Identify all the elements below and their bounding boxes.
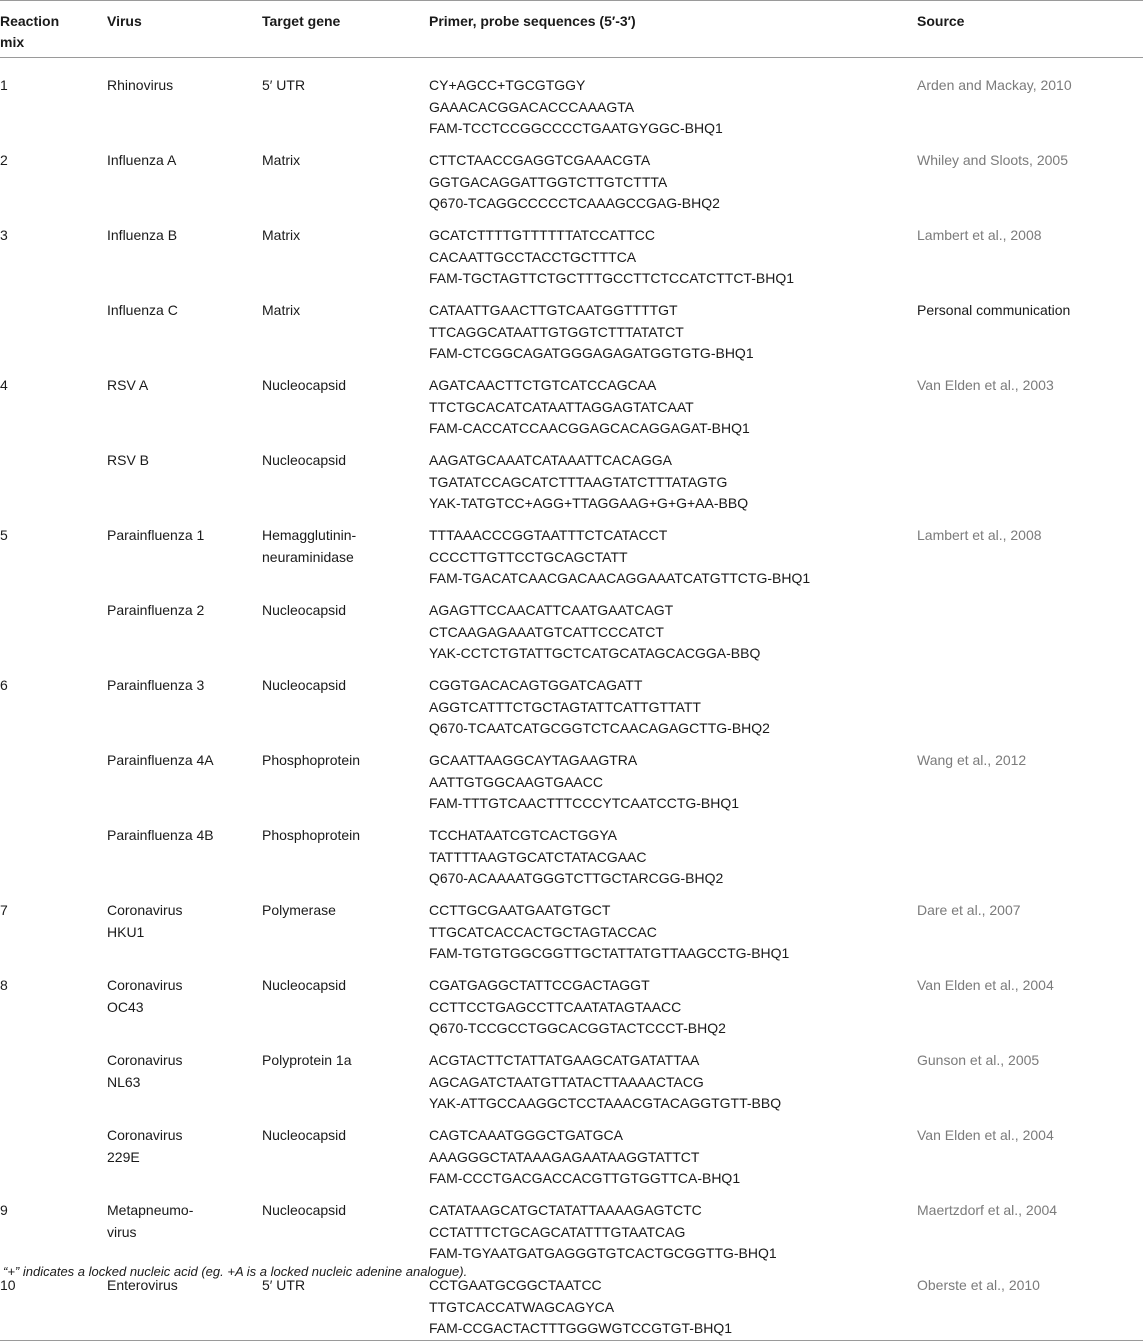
cell-source: [917, 669, 1143, 744]
table-row: [0, 1269, 1143, 1340]
sequence-line: AGCAGATCTAATGTTATACTTAAAACTACG: [429, 1073, 704, 1090]
citation-link[interactable]: Gunson et al., 2005: [917, 1052, 1040, 1068]
cell-source: [917, 444, 1143, 519]
sequence-line: FAM-TGYAATGATGAGGGTGTCACTGCGGTTG-BHQ1: [429, 1245, 777, 1261]
table-row: [0, 219, 1143, 294]
cell-reaction-mix: [0, 1044, 107, 1119]
cell-target-gene: Nucleocapsid: [262, 452, 347, 468]
cell-sequences: [429, 58, 917, 145]
table-row: [0, 744, 1143, 819]
sequence-line: Q670-ACAAAATGGGTCTTGCTARCGG-BHQ2: [429, 870, 724, 886]
table-row: [0, 594, 1143, 669]
header-virus: Virus: [107, 1, 262, 58]
cell-virus: Parainfluenza 4B: [107, 827, 214, 843]
cell-target-gene: 5′ UTR: [262, 1269, 429, 1340]
sequence-line: TTTAAACCCGGTAATTTCTCATACCT: [429, 527, 668, 543]
cell-virus: Enterovirus: [107, 1269, 262, 1340]
cell-sequences: [429, 819, 917, 894]
cell-virus: Coronavirus NL63: [107, 1052, 183, 1090]
sequence-line: Q670-TCAGGCCCCCTCAAAGCCGAG-BHQ2: [429, 195, 720, 211]
table-row: [0, 144, 1143, 219]
header-row: [0, 1, 1143, 58]
cell-reaction-mix: 3: [0, 227, 8, 243]
table-row: [0, 294, 1143, 369]
cell-reaction-mix: 10: [0, 1269, 107, 1340]
citation-link[interactable]: Arden and Mackay, 2010: [917, 77, 1072, 93]
cell-virus: Coronavirus HKU1: [107, 902, 183, 940]
cell-reaction-mix: [0, 744, 107, 819]
cell-reaction-mix: 6: [0, 677, 8, 693]
citation-link[interactable]: Dare et al., 2007: [917, 902, 1021, 918]
cell-source: [917, 58, 1143, 145]
cell-sequences: [429, 1044, 917, 1119]
sequence-line: FAM-TCCTCCGGCCCCTGAATGYGGC-BHQ1: [429, 120, 723, 136]
cell-reaction-mix: 2: [0, 152, 8, 168]
sequence-line: TGATATCCAGCATCTTTAAGTATCTTTATAGTG: [429, 473, 728, 490]
cell-virus: RSV B: [107, 452, 150, 468]
sequence-line: ACGTACTTCTATTATGAAGCATGATATTAA: [429, 1052, 700, 1068]
cell-virus: Metapneumo- virus: [107, 1202, 194, 1240]
cell-target-gene: Polyprotein 1a: [262, 1052, 352, 1068]
cell-virus: Coronavirus OC43: [107, 977, 183, 1015]
cell-virus: Influenza B: [107, 227, 178, 243]
sequence-line: CTTCTAACCGAGGTCGAAACGTA: [429, 152, 651, 168]
cell-virus: Parainfluenza 4A: [107, 752, 214, 768]
cell-sequences: [429, 369, 917, 444]
citation-link[interactable]: Whiley and Sloots, 2005: [917, 152, 1068, 168]
sequence-line: GCAATTAAGGCAYTAGAAGTRA: [429, 752, 638, 768]
sequence-line: CCTTCCTGAGCCTTCAATATAGTAACC: [429, 998, 682, 1015]
cell-sequences: [429, 894, 917, 969]
source-text: Personal communication: [917, 302, 1071, 318]
sequence-line: FAM-CCCTGACGACCACGTTGTGGTTCA-BHQ1: [429, 1170, 741, 1186]
cell-virus: Influenza A: [107, 152, 177, 168]
citation-link[interactable]: Lambert et al., 2008: [917, 227, 1042, 243]
table-row: [0, 969, 1143, 1044]
cell-reaction-mix: [0, 444, 107, 519]
cell-target-gene: Matrix: [262, 227, 301, 243]
sequence-line: CGATGAGGCTATTCCGACTAGGT: [429, 977, 650, 993]
cell-virus: Influenza C: [107, 302, 178, 318]
cell-source: [917, 219, 1143, 294]
sequence-line: AAAGGGCTATAAAGAGAATAAGGTATTCT: [429, 1148, 700, 1165]
sequence-line: CCTTGCGAATGAATGTGCT: [429, 902, 611, 918]
cell-virus: RSV A: [107, 377, 149, 393]
sequence-line: CACAATTGCCTACCTGCTTTCA: [429, 248, 637, 265]
cell-target-gene: Nucleocapsid: [262, 377, 347, 393]
cell-target-gene: 5′ UTR: [262, 77, 306, 93]
table-row: [0, 1119, 1143, 1194]
cell-reaction-mix: [0, 819, 107, 894]
cell-target-gene: Hemagglutinin- neuraminidase: [262, 527, 357, 565]
cell-virus: Parainfluenza 3: [107, 677, 205, 693]
citation-link[interactable]: Wang et al., 2012: [917, 752, 1027, 768]
sequence-line: TTGCATCACCACTGCTAGTACCAC: [429, 923, 657, 940]
cell-reaction-mix: [0, 594, 107, 669]
cell-virus: Parainfluenza 2: [107, 602, 205, 618]
cell-sequences: [429, 1269, 917, 1340]
sequence-line: FAM-CTCGGCAGATGGGAGAGATGGTGTG-BHQ1: [429, 345, 754, 361]
citation-link[interactable]: Van Elden et al., 2004: [917, 1127, 1054, 1143]
sequence-line: FAM-TGCTAGTTCTGCTTTGCCTTCTCCATCTTCT-BHQ1: [429, 270, 794, 286]
cell-target-gene: Nucleocapsid: [262, 1202, 347, 1218]
header-reaction-mix: Reaction mix: [0, 1, 107, 58]
cell-reaction-mix: [0, 294, 107, 369]
sequence-line: TTGTCACCATWAGCAGYCA: [429, 1298, 615, 1315]
citation-link[interactable]: Maertzdorf et al., 2004: [917, 1202, 1058, 1218]
cell-reaction-mix: 5: [0, 527, 8, 543]
sequence-line: Q670-TCCGCCTGGCACGGTACTCCCT-BHQ2: [429, 1020, 726, 1036]
sequence-line: TTCAGGCATAATTGTGGTCTTTATATCT: [429, 323, 684, 340]
table-row: [0, 1044, 1143, 1119]
sequence-line: FAM-TGTGTGGCGGTTGCTATTATGTTAAGCCTG-BHQ1: [429, 945, 790, 961]
sequence-line: YAK-CCTCTGTATTGCTCATGCATAGCACGGA-BBQ: [429, 645, 761, 661]
cell-source: [917, 1044, 1143, 1119]
cell-reaction-mix: 8: [0, 977, 8, 993]
cell-sequences: [429, 1194, 917, 1269]
sequence-line: GAAACACGGACACCCAAAGTA: [429, 98, 635, 115]
cell-reaction-mix: 1: [0, 77, 8, 93]
cell-sequences: [429, 519, 917, 594]
sequence-line: CCTGAATGCGGCTAATCC: [429, 1277, 602, 1293]
cell-reaction-mix: 7: [0, 902, 8, 918]
table-row: [0, 894, 1143, 969]
cell-sequences: [429, 969, 917, 1044]
cell-source: [917, 1119, 1143, 1194]
cell-virus: Parainfluenza 1: [107, 527, 205, 543]
sequence-line: AAGATGCAAATCATAAATTCACAGGA: [429, 452, 672, 468]
sequence-line: CATAATTGAACTTGTCAATGGTTTTGT: [429, 302, 678, 318]
cell-source: [917, 1269, 1143, 1340]
sequence-line: CCTATTTCTGCAGCATATTTGTAATCAG: [429, 1223, 686, 1240]
sequence-line: CCCCTTGTTCCTGCAGCTATT: [429, 548, 628, 565]
cell-target-gene: Nucleocapsid: [262, 1127, 347, 1143]
citation-link[interactable]: Van Elden et al., 2004: [917, 977, 1054, 993]
table-body: [0, 58, 1143, 1341]
sequence-line: CGGTGACACAGTGGATCAGATT: [429, 677, 643, 693]
cell-sequences: [429, 294, 917, 369]
sequence-line: YAK-ATTGCCAAGGCTCCTAAACGTACAGGTGTT-BBQ: [429, 1095, 782, 1111]
sequence-line: CAGTCAAATGGGCTGATGCA: [429, 1127, 623, 1143]
header-sequences: Primer, probe sequences (5′-3′): [429, 1, 917, 58]
header-target-gene: Target gene: [262, 1, 429, 58]
cell-source: [917, 369, 1143, 444]
cell-virus: Rhinovirus: [107, 77, 174, 93]
sequence-line: YAK-TATGTCC+AGG+TTAGGAAG+G+G+AA-BBQ: [429, 495, 749, 511]
citation-link[interactable]: Van Elden et al., 2003: [917, 377, 1054, 393]
sequence-line: FAM-CACCATCCAACGGAGCACAGGAGAT-BHQ1: [429, 420, 750, 436]
sequence-line: AGAGTTCCAACATTCAATGAATCAGT: [429, 602, 674, 618]
cell-target-gene: Polymerase: [262, 902, 336, 918]
cell-target-gene: Matrix: [262, 152, 301, 168]
sequence-line: AGGTCATTTCTGCTAGTATTCATTGTTATT: [429, 698, 701, 715]
sequence-line: CATATAAGCATGCTATATTAAAAGAGTCTC: [429, 1202, 702, 1218]
citation-link[interactable]: Oberste et al., 2010: [917, 1277, 1040, 1293]
cell-sequences: [429, 744, 917, 819]
cell-source: [917, 519, 1143, 594]
cell-sequences: [429, 1119, 917, 1194]
table-row: [0, 369, 1143, 444]
cell-reaction-mix: 4: [0, 377, 8, 393]
sequence-line: TTCTGCACATCATAATTAGGAGTATCAAT: [429, 398, 694, 415]
cell-source: [917, 294, 1143, 369]
sequence-line: AGATCAACTTCTGTCATCCAGCAA: [429, 377, 657, 393]
sequence-line: GGTGACAGGATTGGTCTTGTCTTTA: [429, 173, 668, 190]
table-row: [0, 1194, 1143, 1269]
sequence-line: FAM-CCGACTACTTTGGGWGTCCGTGT-BHQ1: [429, 1320, 733, 1336]
cell-sequences: [429, 669, 917, 744]
sequence-line: CY+AGCC+TGCGTGGY: [429, 77, 586, 93]
sequence-line: AATTGTGGCAAGTGAACC: [429, 773, 603, 790]
table-row: [0, 519, 1143, 594]
table-row: [0, 444, 1143, 519]
cell-reaction-mix: [0, 1119, 107, 1194]
table-row: [0, 58, 1143, 145]
sequence-line: FAM-TTTGTCAACTTTCCCYTCAATCCTG-BHQ1: [429, 795, 740, 811]
sequence-line: FAM-TGACATCAACGACAACAGGAAATCATGTTCTG-BHQ1: [429, 570, 811, 586]
cell-target-gene: Nucleocapsid: [262, 602, 347, 618]
cell-source: [917, 894, 1143, 969]
sequence-line: TATTTTAAGTGCATCTATACGAAC: [429, 848, 647, 865]
cell-source: [917, 594, 1143, 669]
cell-target-gene: Phosphoprotein: [262, 752, 361, 768]
sequence-line: CTCAAGAGAAATGTCATTCCCATCT: [429, 623, 664, 640]
cell-source: [917, 969, 1143, 1044]
cell-target-gene: Nucleocapsid: [262, 677, 347, 693]
table-footnote: “+” indicates a locked nucleic acid (eg. +A is a locked nucleic adenine analogue).: [3, 1264, 468, 1279]
sequence-line: Q670-TCAATCATGCGGTCTCAACAGAGCTTG-BHQ2: [429, 720, 770, 736]
table-row: [0, 819, 1143, 894]
cell-source: [917, 744, 1143, 819]
cell-source: [917, 1194, 1143, 1269]
cell-sequences: [429, 444, 917, 519]
cell-virus: Coronavirus 229E: [107, 1127, 183, 1165]
cell-source: [917, 819, 1143, 894]
cell-target-gene: Nucleocapsid: [262, 977, 347, 993]
citation-link[interactable]: Lambert et al., 2008: [917, 527, 1042, 543]
cell-target-gene: Phosphoprotein: [262, 827, 361, 843]
cell-sequences: [429, 144, 917, 219]
cell-source: [917, 144, 1143, 219]
sequence-line: TCCHATAATCGTCACTGGYA: [429, 827, 617, 843]
sequence-line: GCATCTTTTGTTTTTTATCCATTCC: [429, 227, 656, 243]
cell-target-gene: Matrix: [262, 302, 301, 318]
cell-reaction-mix: 9: [0, 1202, 8, 1218]
cell-sequences: [429, 219, 917, 294]
table-row: [0, 669, 1143, 744]
cell-sequences: [429, 594, 917, 669]
header-source: Source: [917, 1, 1143, 58]
